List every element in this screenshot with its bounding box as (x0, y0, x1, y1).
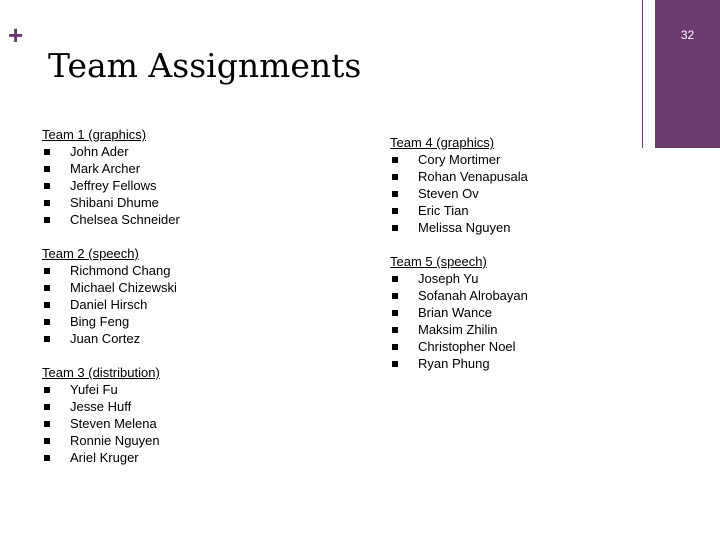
list-item (42, 143, 180, 160)
member-name: Steven Melena (70, 416, 157, 431)
member-name: Rohan Venapusala (418, 169, 528, 184)
square-bullet-icon (44, 149, 50, 155)
list-item (42, 381, 180, 398)
square-bullet-icon (44, 404, 50, 410)
team-name: Team 4 (graphics) (390, 135, 495, 150)
member-name: Christopher Noel (418, 339, 516, 354)
list-item (390, 321, 528, 338)
list-item (390, 185, 528, 202)
member-name: Richmond Chang (70, 263, 171, 278)
team-name: Team 2 (speech) (42, 246, 139, 261)
team-block (42, 364, 180, 466)
square-bullet-icon (392, 157, 398, 163)
square-bullet-icon (392, 293, 398, 299)
list-item (42, 194, 180, 211)
square-bullet-icon (392, 174, 398, 180)
plus-icon: + (8, 20, 24, 50)
member-name: Daniel Hirsch (70, 297, 148, 312)
list-item (42, 160, 180, 177)
accent-line (642, 0, 643, 148)
square-bullet-icon (44, 302, 50, 308)
square-bullet-icon (392, 310, 398, 316)
member-name: Steven Ov (418, 186, 479, 201)
list-item (390, 270, 528, 287)
square-bullet-icon (44, 387, 50, 393)
list-item (42, 279, 180, 296)
team-name: Team 5 (speech) (390, 254, 487, 269)
square-bullet-icon (44, 438, 50, 444)
member-name: Jesse Huff (70, 399, 132, 414)
list-item (390, 202, 528, 219)
list-item (42, 415, 180, 432)
member-name: Ariel Kruger (70, 450, 139, 465)
square-bullet-icon (44, 268, 50, 274)
square-bullet-icon (44, 421, 50, 427)
accent-bar (655, 0, 720, 148)
member-name: Shibani Dhume (70, 195, 159, 210)
list-item (42, 313, 180, 330)
square-bullet-icon (392, 276, 398, 282)
team-block (42, 245, 180, 347)
list-item (390, 151, 528, 168)
slide-number: 32 (680, 28, 695, 42)
member-name: Brian Wance (418, 305, 492, 320)
square-bullet-icon (44, 166, 50, 172)
member-name: Maksim Zhilin (418, 322, 498, 337)
member-name: Juan Cortez (70, 331, 141, 346)
slide-title: Team Assignments (48, 46, 362, 85)
list-item (390, 219, 528, 236)
team-block (390, 134, 528, 236)
square-bullet-icon (392, 327, 398, 333)
team-name: Team 1 (graphics) (42, 127, 147, 142)
member-name: Chelsea Schneider (70, 212, 180, 227)
member-name: Cory Mortimer (418, 152, 501, 167)
left-team-column (42, 126, 180, 483)
list-item (42, 432, 180, 449)
list-item (390, 287, 528, 304)
square-bullet-icon (44, 336, 50, 342)
square-bullet-icon (44, 200, 50, 206)
member-name: Sofanah Alrobayan (418, 288, 528, 303)
member-name: Ryan Phung (418, 356, 490, 371)
square-bullet-icon (44, 183, 50, 189)
square-bullet-icon (44, 455, 50, 461)
list-item (42, 330, 180, 347)
member-name: Joseph Yu (418, 271, 479, 286)
list-item (42, 262, 180, 279)
square-bullet-icon (44, 217, 50, 223)
list-item (42, 296, 180, 313)
team-block (390, 253, 528, 372)
square-bullet-icon (392, 225, 398, 231)
list-item (42, 211, 180, 228)
square-bullet-icon (392, 208, 398, 214)
member-name: Michael Chizewski (70, 280, 177, 295)
list-item (42, 398, 180, 415)
member-name: Eric Tian (418, 203, 469, 218)
member-name: Melissa Nguyen (418, 220, 511, 235)
list-item (42, 449, 180, 466)
square-bullet-icon (392, 344, 398, 350)
member-name: Bing Feng (70, 314, 130, 329)
square-bullet-icon (44, 285, 50, 291)
right-team-column (390, 134, 528, 389)
list-item (390, 168, 528, 185)
member-name: John Ader (70, 144, 129, 159)
member-name: Ronnie Nguyen (70, 433, 160, 448)
team-block (42, 126, 180, 228)
square-bullet-icon (392, 191, 398, 197)
square-bullet-icon (392, 361, 398, 367)
team-name: Team 3 (distribution) (42, 365, 160, 380)
list-item (390, 304, 528, 321)
list-item (390, 338, 528, 355)
list-item (42, 177, 180, 194)
square-bullet-icon (44, 319, 50, 325)
member-name: Mark Archer (70, 161, 141, 176)
member-name: Yufei Fu (70, 382, 118, 397)
list-item (390, 355, 528, 372)
member-name: Jeffrey Fellows (70, 178, 157, 193)
